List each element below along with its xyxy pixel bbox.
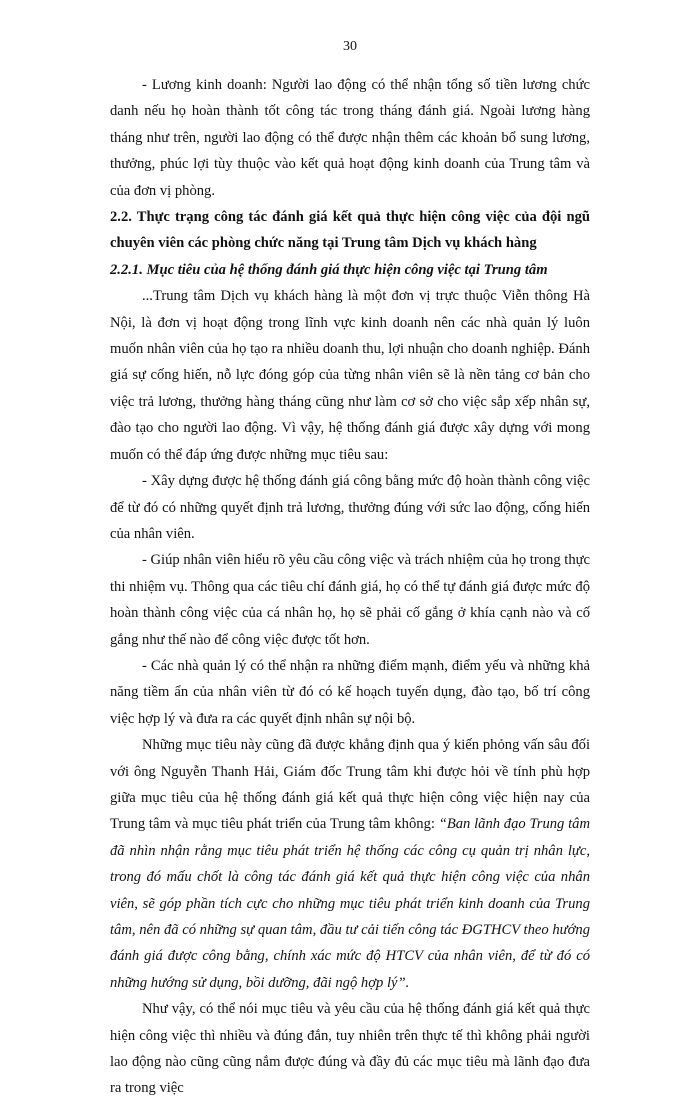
paragraph-objective-2: - Giúp nhân viên hiểu rõ yêu cầu công việc và trách nhiệm của họ trong thực thi nhiệm vụ. Thông qua các tiêu chí đánh giá, họ có thể tự đánh giá được mức độ hoàn thành công việc của cá nhân họ, họ sẽ phải cố gắng ở khía cạnh nào và cố gắng như thế nào để công việc được tốt hơn. bbox=[110, 552, 591, 648]
paragraph-intro: ...Trung tâm Dịch vụ khách hàng là một đơn vị trực thuộc Viễn thông Hà Nội, là đơn vị hoạt động trong lĩnh vực kinh doanh nên các nhà quản lý luôn muốn nhân viên của họ tạo ra nhiều doanh thu, lợi nhuận cho doanh nghiệp. Đánh giá sự cống hiến, nỗ lực đóng góp của từng nhân viên sẽ là nền tảng cơ bản cho việc trả lương, thưởng hàng tháng cũng như làm cơ sở cho việc sắp xếp nhân sự, đào tạo cho người lao động. Vì vậy, hệ thống đánh giá được xây dựng với mong muốn có thể đáp ứng được những mục tiêu sau: bbox=[110, 288, 590, 463]
paragraph-conclusion: Như vậy, có thể nói mục tiêu và yêu cầu của hệ thống đánh giá kết quả thực hiện công việc thì nhiều và đúng đắn, tuy nhiên trên thực tế thì không phải người lao động nào cũng cũng nắm được đúng và đầy đủ các mục tiêu mà lãnh đạo đưa ra trong việc bbox=[110, 1001, 590, 1097]
paragraph-salary: - Lương kinh doanh: Người lao động có thể nhận tổng số tiền lương chức danh nếu họ hoàn thành tốt công tác trong tháng đánh giá. Ngoài lương hàng tháng như trên, người lao động có thể được nhận thêm các khoản bổ sung lương, thưởng, phúc lợi tùy thuộc vào kết quả hoạt động kinh doanh của Trung tâm và của đơn vị phòng. bbox=[110, 77, 590, 199]
interview-text: Những mục tiêu này cũng đã được khẳng định qua ý kiến phỏng vấn sâu đối với ông Nguyễn Thanh Hải, Giám đốc Trung tâm khi được hỏi về tính phù hợp giữa mục tiêu của hệ thống đánh giá kết quả thực hiện công việc hiện nay của Trung tâm và mục tiêu phát triển của Trung tâm không: bbox=[110, 737, 590, 833]
subsection-heading-2-2-1: 2.2.1. Mục tiêu của hệ thống đánh giá thực hiện công việc tại Trung tâm bbox=[110, 261, 548, 278]
interview-quote: “Ban lãnh đạo Trung tâm đã nhìn nhận rằng mục tiêu phát triển hệ thống các công cụ quản trị nhân lực, trong đó mấu chốt là công tác đánh giá kết quả thực hiện công việc của nhân viên, sẽ góp phần tích cực cho những mục tiêu phát triển kinh doanh của Trung tâm, nên đã có những sự quan tâm, đầu tư cải tiến công tác ĐGTHCV theo hướng đánh giá được công bằng, chính xác mức độ HTCV của nhân viên, để từ đó có những hướng sử dụng, bồi dưỡng, đãi ngộ hợp lý”. bbox=[110, 816, 591, 991]
paragraph-interview bbox=[110, 732, 590, 996]
section-heading-2-2: 2.2. Thực trạng công tác đánh giá kết quả thực hiện công việc của đội ngũ chuyên viên các phòng chức năng tại Trung tâm Dịch vụ khách hàng bbox=[110, 209, 590, 252]
page-number: 30 bbox=[343, 39, 357, 54]
paragraph-objective-3: - Các nhà quản lý có thể nhận ra những điểm mạnh, điểm yếu và những khả năng tiềm ẩn của nhân viên từ đó có kế hoạch tuyển dụng, đào tạo, bố trí công việc hợp lý và đưa ra các quyết định nhân sự nội bộ. bbox=[110, 657, 590, 727]
page-body bbox=[110, 72, 590, 1102]
paragraph-objective-1: - Xây dựng được hệ thống đánh giá công bằng mức độ hoàn thành công việc để từ đó có những quyết định trả lương, thưởng đúng với sức lao động, cống hiến của nhân viên. bbox=[110, 473, 590, 542]
